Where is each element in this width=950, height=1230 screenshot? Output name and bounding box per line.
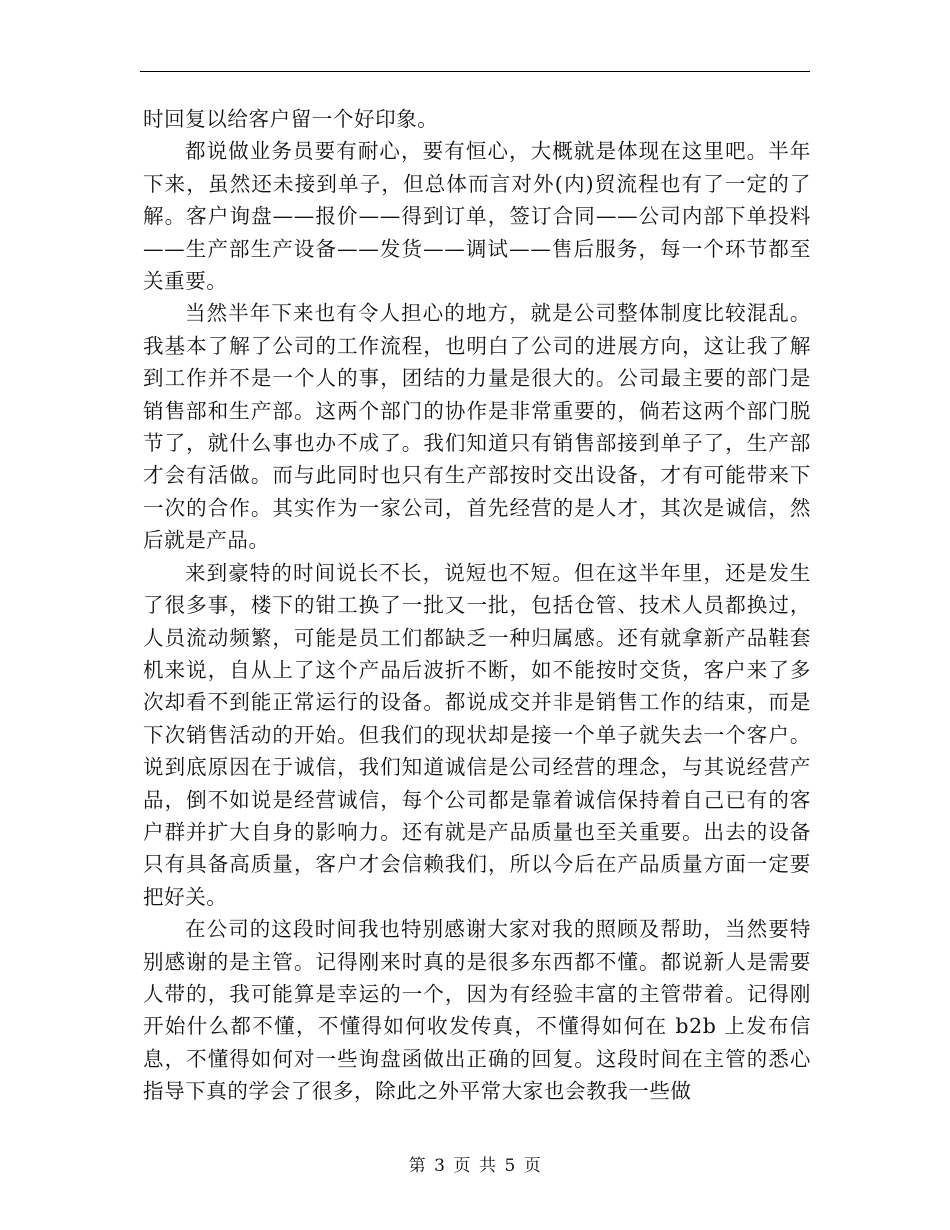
- document-body: [143, 103, 811, 1108]
- paragraph-2: 都说做业务员要有耐心，要有恒心，大概就是体现在这里吧。半年下来，虽然还未接到单子，但总体而言对外(内)贸流程也有了一定的了解。客户询盘——报价——得到订单，签订合同——公司内部下单投料——生产部生产设备——发货——调试——售后服务，每一个环节都至关重要。: [143, 139, 811, 294]
- footer-total-word: 共: [479, 1156, 497, 1176]
- footer-page-word: 页: [453, 1156, 471, 1176]
- header-rule: [140, 71, 810, 72]
- footer-suffix: 页: [523, 1156, 542, 1176]
- footer-prefix: 第: [408, 1156, 427, 1176]
- paragraph-4: 来到豪特的时间说长不长，说短也不短。但在这半年里，还是发生了很多事，楼下的钳工换了一批又一批，包括仓管、技术人员都换过，人员流动频繁，可能是员工们都缺乏一种归属感。还有就拿新产品鞋套机来说，自从上了这个产品后波折不断，如不能按时交货，客户来了多次却看不到能正常运行的设备。都说成交并非是销售工作的结束，而是下次销售活动的开始。但我们的现状却是接一个单子就失去一个客户。说到底原因在于诚信，我们知道诚信是公司经营的理念，与其说经营产品，倒不如说是经营诚信，每个公司都是靠着诚信保持着自己已有的客户群并扩大自身的影响力。还有就是产品质量也至关重要。出去的设备只有具备高质量，客户才会信赖我们，所以今后在产品质量方面一定要把好关。: [143, 560, 811, 909]
- footer-current-page: 3: [434, 1156, 446, 1176]
- page-number-footer: [0, 1151, 950, 1176]
- paragraph-3: 当然半年下来也有令人担心的地方，就是公司整体制度比较混乱。我基本了解了公司的工作流程，也明白了公司的进展方向，这让我了解到工作并不是一个人的事，团结的力量是很大的。公司最主要的部门是销售部和生产部。这两个部门的协作是非常重要的，倘若这两个部门脱节了，就什么事也办不成了。我们知道只有销售部接到单子了，生产部才会有活做。而与此同时也只有生产部按时交出设备，才有可能带来下一次的合作。其实作为一家公司，首先经营的是人才，其次是诚信，然后就是产品。: [143, 301, 811, 553]
- paragraph-1: 时回复以给客户留一个好印象。: [143, 107, 439, 131]
- footer-total-pages: 5: [504, 1156, 516, 1176]
- paragraph-5: 在公司的这段时间我也特别感谢大家对我的照顾及帮助，当然要特别感谢的是主管。记得刚来时真的是很多东西都不懂。都说新人是需要人带的，我可能算是幸运的一个，因为有经验丰富的主管带着。记得刚开始什么都不懂，不懂得如何收发传真，不懂得如何在 b2b 上发布信息，不懂得如何对一些询盘函做出正确的回复。这段时间在主管的悉心指导下真的学会了很多，除此之外平常大家也会教我一些做: [143, 917, 811, 1104]
